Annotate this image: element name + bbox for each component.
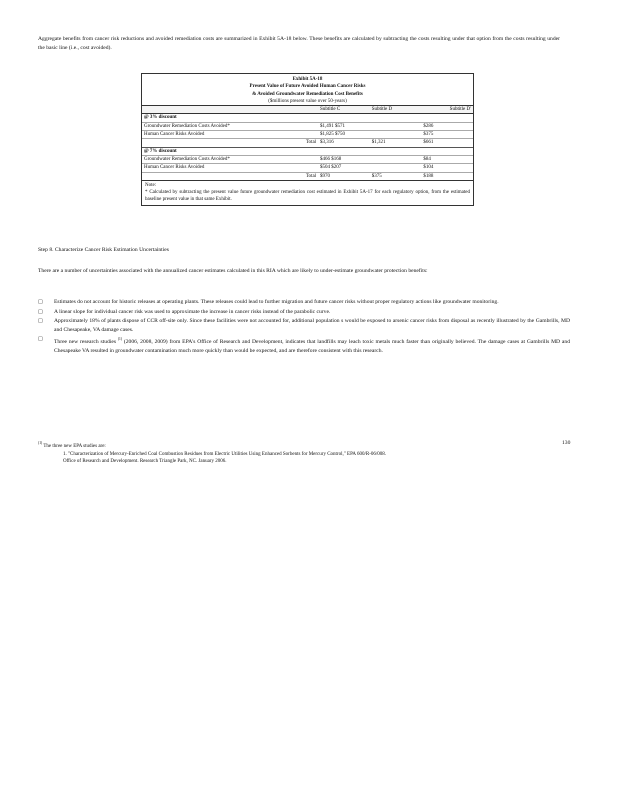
cell-subtitle-d-prime: $84 <box>421 155 473 163</box>
exhibit-5a-18-table <box>141 73 474 206</box>
list-item <box>38 298 570 307</box>
checkbox-bullet-icon: □ <box>38 318 43 325</box>
row-label <box>142 172 281 180</box>
cell-subtitle-c: $970 <box>318 172 370 180</box>
cell-subtitle-d <box>370 122 422 130</box>
note-text: * Calculated by subtracting the present value future groundwater remediation cost estimated in Exhibit 5A-17 for each regulatory option, from the estimated baseline present value in that same Exhibit. <box>145 190 470 203</box>
row-label: Groundwater Remediation Costs Avoided* <box>142 155 281 163</box>
list-item-text: Approximately 18% of plants dispose of CCR off-site only. Since these facilities were not accounted for, additional population s would be exposed to arsenic cancer risks from disposal as recently illustrated by the Gambrills, MD and Chesapeake, VA damage cases. <box>54 318 570 333</box>
column-header-subtitle-c: Subtitle C <box>318 106 370 114</box>
uncertainty-list <box>38 298 570 357</box>
cell-subtitle-c: $1,491 $571 <box>318 122 370 130</box>
note-label: Note: <box>145 182 157 188</box>
checkbox-bullet-icon: □ <box>38 336 43 343</box>
table-row <box>142 131 473 139</box>
cell-subtitle-d-prime: $375 <box>421 131 473 139</box>
row-total-label <box>281 155 319 163</box>
exhibit-title-line: Present Value of Future Avoided Human Cancer Risks <box>249 84 366 90</box>
column-header <box>142 106 281 114</box>
cell-subtitle-c: $504 $207 <box>318 164 370 172</box>
page-number: 130 <box>562 440 571 446</box>
cell-subtitle-d-prime: $104 <box>421 164 473 172</box>
cell-subtitle-d <box>370 131 422 139</box>
section-row-3-percent <box>142 114 473 122</box>
section-label: @ 7% discount <box>142 147 473 155</box>
footnote-reference[interactable]: (1) <box>117 337 123 342</box>
table-row <box>142 122 473 130</box>
cell-subtitle-d: $375 <box>370 172 422 180</box>
uncertainties-intro: There are a number of uncertainties associated with the annualized cancer estimates calculated in this RIA which are likely to under-estimate groundwater protection benefits: <box>38 268 428 274</box>
row-total-label <box>281 131 319 139</box>
footnote-intro-line <box>38 440 548 451</box>
row-total-label <box>281 122 319 130</box>
column-header-subtitle-d: Subtitle D <box>370 106 422 114</box>
cell-subtitle-c: $3,316 <box>318 139 370 147</box>
list-item-text-start: Three new research studies <box>54 339 118 346</box>
checkbox-bullet-icon: □ <box>38 299 43 305</box>
exhibit-title-line: & Avoided Groundwater Remediation Cost Benefits <box>252 91 363 97</box>
table-row-total <box>142 172 473 180</box>
cell-subtitle-d-prime: $286 <box>421 122 473 130</box>
list-item <box>38 308 570 317</box>
cell-subtitle-d-prime: $188 <box>421 172 473 180</box>
cell-subtitle-c: $1,825 $750 <box>318 131 370 139</box>
row-label: Human Cancer Risks Avoided <box>142 164 281 172</box>
footnote-line: 1. "Characterization of Mercury-Enriched Coal Combustion Residues from Electric Utilities Using Enhanced Sorbents for Mercury Control," EPA 600/R-06/008. <box>63 451 387 457</box>
row-label <box>142 139 281 147</box>
column-header-subtitle-d-prime: Subtitle D' <box>421 106 473 114</box>
exhibit-title-line: Exhibit 5A-18 <box>292 77 323 82</box>
step-heading: Step 8. Characterize Cancer Risk Estimation Uncertainties <box>38 247 169 253</box>
exhibit-note <box>142 180 473 206</box>
exhibit-grid <box>142 105 473 180</box>
row-label: Groundwater Remediation Costs Avoided* <box>142 122 281 130</box>
exhibit-title-line: ($millions present value over 50-years) <box>268 98 347 104</box>
checkbox-bullet-icon: □ <box>38 308 43 315</box>
footnote-marker: (1) <box>38 441 43 445</box>
intro-paragraph: Aggregate benefits from cancer risk reductions and avoided remediation costs are summarized in Exhibit 5A-18 below. These benefits are calculated by subtracting the costs resulting under that option from the costs resulting under the basic line (i.e., cost avoided). <box>38 36 560 51</box>
list-item-text-end: (2006, 2008, 2009) from EPA's Office of Research and Development, indicates that landfills may leach toxic metals much faster than originally believed. The damage cases at Gambrills MD and Chesapeake VA resulted in groundwater contamination much more quickly than would be expected, and are therefore consistent with this research. <box>54 339 570 354</box>
section-label: @ 3% discount <box>142 114 473 122</box>
cell-subtitle-d: $1,321 <box>370 139 422 147</box>
exhibit-title <box>142 74 473 105</box>
list-item <box>38 317 570 334</box>
list-item-text <box>54 335 570 355</box>
list-item-text: A linear slope for individual cancer risk was used to approximate the increase in cancer risks instead of the parabolic curve. <box>54 308 331 315</box>
row-total-label <box>281 164 319 172</box>
row-total-label: Total <box>281 172 319 180</box>
footnote-line: Office of Research and Development. Research Triangle Park, NC. January 2006. <box>63 459 227 464</box>
table-row-total <box>142 139 473 147</box>
cell-subtitle-d-prime: $661 <box>421 139 473 147</box>
row-label: Human Cancer Risks Avoided <box>142 131 281 139</box>
cell-subtitle-c: $466 $168 <box>318 155 370 163</box>
section-row-7-percent <box>142 147 473 155</box>
cell-subtitle-d <box>370 164 422 172</box>
column-header <box>281 106 319 114</box>
table-row <box>142 155 473 163</box>
footnote <box>38 440 548 466</box>
row-total-label: Total <box>281 139 319 147</box>
table-row <box>142 164 473 172</box>
table-header-row <box>142 106 473 114</box>
cell-subtitle-d <box>370 155 422 163</box>
footnote-intro: The three new EPA studies are: <box>43 444 106 449</box>
list-item-text: Estimates do not account for historic releases at operating plants. These releases could lead to further migration and future cancer risks without proper regulatory actions like groundwater monitoring. <box>54 299 499 305</box>
list-item <box>38 335 570 355</box>
